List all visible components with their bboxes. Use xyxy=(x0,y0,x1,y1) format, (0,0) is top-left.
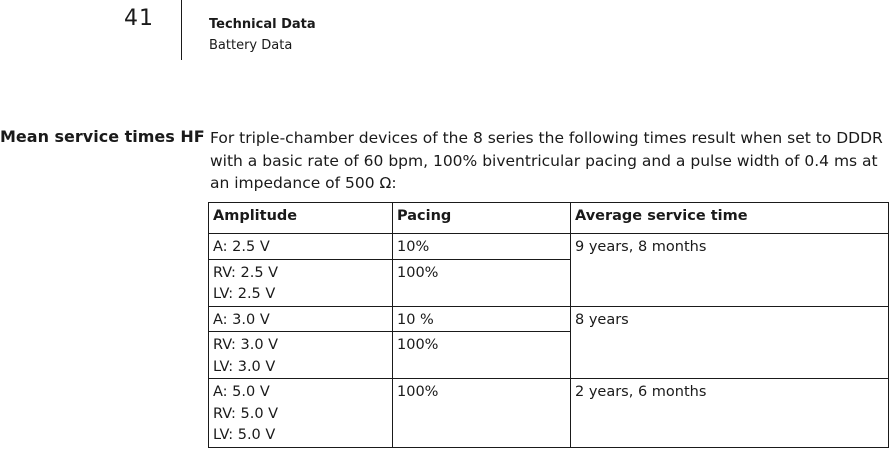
header-title: Technical Data xyxy=(209,17,316,32)
amplitude-value: A: 5.0 V xyxy=(213,384,270,400)
pacing-cell: 10% xyxy=(393,234,571,260)
amplitude-cell xyxy=(209,259,393,306)
column-header-service-time: Average service time xyxy=(571,203,889,234)
table-row xyxy=(209,379,889,448)
amplitude-value: RV: 3.0 V xyxy=(213,337,279,353)
amplitude-cell xyxy=(209,379,393,448)
page-number: 41 xyxy=(124,6,154,31)
amplitude-value: LV: 5.0 V xyxy=(213,427,276,443)
amplitude-value: A: 2.5 V xyxy=(213,239,270,255)
pacing-cell: 100% xyxy=(393,379,571,448)
header-subtitle: Battery Data xyxy=(209,38,293,53)
intro-paragraph: For triple-chamber devices of the 8 series the following times result when set to DDDR with a basic rate of 60 bpm, 100% biventricular pacing and a pulse width of 0.4 ms at an impedance of 500 Ω: xyxy=(210,129,883,192)
column-header-amplitude: Amplitude xyxy=(209,203,393,234)
service-time-cell: 9 years, 8 months xyxy=(571,234,889,307)
service-time-table xyxy=(208,202,889,448)
table-row xyxy=(209,306,889,332)
pacing-cell: 100% xyxy=(393,259,571,306)
amplitude-value: RV: 5.0 V xyxy=(213,405,279,422)
pacing-cell: 100% xyxy=(393,332,571,379)
amplitude-value: RV: 2.5 V xyxy=(213,264,279,281)
amplitude-cell xyxy=(209,306,393,332)
running-header xyxy=(209,14,316,56)
section-heading: Mean service times HF xyxy=(0,127,205,146)
amplitude-cell xyxy=(209,234,393,260)
column-header-pacing: Pacing xyxy=(393,203,571,234)
amplitude-value: LV: 2.5 V xyxy=(213,286,276,302)
amplitude-cell xyxy=(209,332,393,379)
amplitude-value: LV: 3.0 V xyxy=(213,358,276,375)
amplitude-value: A: 3.0 V xyxy=(213,311,270,328)
table-row xyxy=(209,234,889,260)
table-header-row xyxy=(209,203,889,234)
service-time-cell: 8 years xyxy=(571,306,889,379)
pacing-cell: 10 % xyxy=(393,306,571,332)
service-time-cell: 2 years, 6 months xyxy=(571,379,889,448)
header-divider xyxy=(181,0,182,60)
